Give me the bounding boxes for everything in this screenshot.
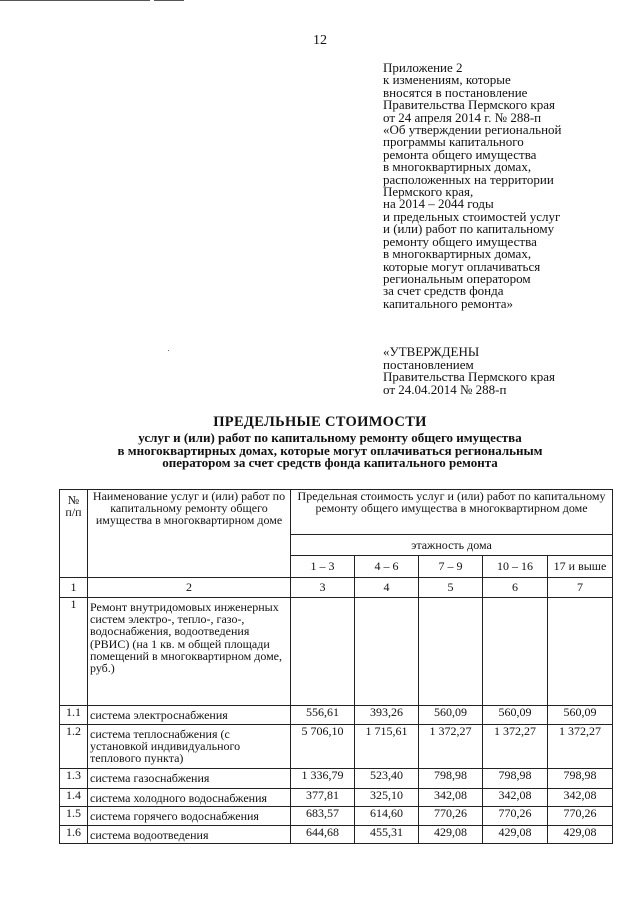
appendix-line: региональным оператором [383, 270, 531, 286]
table-row [60, 769, 613, 789]
price-cell: 342,08 [548, 789, 613, 807]
price-cell: 1 336,79 [291, 769, 355, 789]
price-cell: 455,31 [355, 826, 419, 844]
price-cell: 798,98 [548, 769, 613, 789]
appendix-line: Правительства Пермского края [383, 97, 555, 113]
subtitle-line: услуг и (или) работ по капитальному ремонту общего имущества [138, 430, 522, 445]
appendix-line: капитального ремонта» [383, 295, 514, 311]
appendix-line: расположенных на территории [383, 171, 554, 187]
price-cell: 377,81 [291, 789, 355, 807]
appendix-line: программы капитального [383, 134, 524, 150]
price-cell: 770,26 [483, 807, 548, 826]
price-cell: 560,09 [419, 706, 483, 725]
row-name-cell: система электроснабжения [88, 706, 291, 725]
appendix-line: за счет средств фонда [383, 283, 504, 299]
approved-block [383, 346, 638, 396]
column-number-cell: 7 [548, 578, 613, 598]
price-cell: 342,08 [483, 789, 548, 807]
column-number-cell: 2 [88, 578, 291, 598]
price-cell: 798,98 [483, 769, 548, 789]
header-name-cell: Наименование услуг и (или) работ по капитальному ремонту общего имущества в многоквартирном доме [88, 490, 291, 578]
price-cell: 644,68 [291, 826, 355, 844]
appendix-line: вносятся в постановление [383, 84, 528, 100]
floor-range-cell: 4 – 6 [355, 556, 419, 578]
header-num-cell: № п/п [60, 490, 88, 578]
price-cell [355, 598, 419, 706]
subtitle-line: оператором за счет средств фонда капитального ремонта [162, 455, 498, 471]
column-number-row [60, 578, 613, 598]
rule-segment [154, 0, 184, 1]
price-cell [483, 598, 548, 706]
price-cell: 798,98 [419, 769, 483, 789]
price-cell: 1 715,61 [355, 725, 419, 769]
price-cell: 614,60 [355, 807, 419, 826]
column-number-cell: 5 [419, 578, 483, 598]
appendix-line: и предельных стоимостей услуг [383, 208, 561, 224]
row-number-cell: 1.3 [60, 769, 88, 789]
appendix-line: которые могут оплачиваться [383, 258, 541, 274]
header-row [60, 490, 613, 535]
document-title: ПРЕДЕЛЬНЫЕ СТОИМОСТИ [213, 414, 427, 430]
row-number-cell: 1.1 [60, 706, 88, 725]
price-cell: 683,57 [291, 807, 355, 826]
appendix-line: в многоквартирных домах, [383, 246, 532, 262]
price-limits-table [59, 489, 613, 844]
appendix-line: к изменениям, которые [383, 72, 511, 88]
price-cell: 523,40 [355, 769, 419, 789]
table-row [60, 789, 613, 807]
appendix-line: в многоквартирных домах, [383, 159, 532, 175]
approved-line: Правительства Пермского края [383, 369, 555, 384]
price-cell: 1 372,27 [419, 725, 483, 769]
document-subtitle [60, 432, 600, 470]
header-floors-cell: этажность дома [291, 535, 613, 556]
price-cell [291, 598, 355, 706]
row-name-cell: система водоотведения [88, 826, 291, 844]
price-cell: 560,09 [483, 706, 548, 725]
price-cell: 429,08 [548, 826, 613, 844]
table-row [60, 598, 613, 706]
row-name-cell: система горячего водоснабжения [88, 807, 291, 826]
rule-segment [0, 0, 150, 1]
row-name-cell: система газоснабжения [88, 769, 291, 789]
table-row [60, 706, 613, 725]
approved-line: постановлением [383, 356, 474, 372]
row-name-cell: система холодного водоснабжения [88, 789, 291, 807]
table-row [60, 725, 613, 769]
column-number-cell: 4 [355, 578, 419, 598]
floor-range-cell: 17 и выше [548, 556, 613, 578]
price-cell: 1 372,27 [483, 725, 548, 769]
price-cell: 429,08 [419, 826, 483, 844]
appendix-block [383, 62, 638, 310]
price-cell [419, 598, 483, 706]
subtitle-line: в многоквартирных домах, которые могут оплачиваться региональным [117, 442, 543, 458]
row-name-cell: система теплоснабжения (с установкой индивидуального теплового пункта) [88, 725, 291, 769]
row-number-cell: 1.4 [60, 789, 88, 807]
price-cell: 556,61 [291, 706, 355, 725]
column-number-cell: 3 [291, 578, 355, 598]
approved-line: от 24.04.2014 № 288-п [383, 381, 507, 397]
floor-range-cell: 10 – 16 [483, 556, 548, 578]
approved-line: «УТВЕРЖДЕНЫ [383, 344, 480, 359]
appendix-line: Приложение 2 [383, 60, 463, 75]
table-row [60, 826, 613, 844]
appendix-line: ремонта общего имущества [383, 146, 537, 162]
price-cell: 770,26 [419, 807, 483, 826]
appendix-line: и (или) работ по капитальному [383, 221, 555, 237]
appendix-line: на 2014 – 2044 годы [383, 196, 494, 212]
row-number-cell: 1 [60, 598, 88, 706]
row-number-cell: 1.5 [60, 807, 88, 826]
header-cost-cell: Предельная стоимость услуг и (или) работ по капитальному ремонту общего имущества в многоквартирном доме [291, 490, 613, 535]
page-number: 12 [313, 33, 327, 48]
row-number-cell: 1.6 [60, 826, 88, 844]
appendix-line: «Об утверждении региональной [383, 122, 562, 138]
price-cell: 429,08 [483, 826, 548, 844]
price-cell: 5 706,10 [291, 725, 355, 769]
floor-range-cell: 7 – 9 [419, 556, 483, 578]
price-cell: 325,10 [355, 789, 419, 807]
price-cell: 342,08 [419, 789, 483, 807]
price-cell: 393,26 [355, 706, 419, 725]
scan-speck [168, 350, 169, 351]
row-number-cell: 1.2 [60, 725, 88, 769]
column-number-cell: 6 [483, 578, 548, 598]
appendix-line: Пермского края, [383, 184, 474, 200]
price-cell [548, 598, 613, 706]
top-rule [0, 0, 640, 2]
appendix-line: от 24 апреля 2014 г. № 288-п [383, 109, 542, 125]
price-cell: 560,09 [548, 706, 613, 725]
row-name-cell: Ремонт внутридомовых инженерных систем электро-, тепло-, газо-, водоснабжения, водоотведения (РВИС) (на 1 кв. м общей площади помещений в многоквартирном доме, руб.) [88, 598, 291, 706]
table-row [60, 807, 613, 826]
floor-range-cell: 1 – 3 [291, 556, 355, 578]
appendix-line: ремонту общего имущества [383, 233, 537, 249]
column-number-cell: 1 [60, 578, 88, 598]
price-cell: 770,26 [548, 807, 613, 826]
price-cell: 1 372,27 [548, 725, 613, 769]
